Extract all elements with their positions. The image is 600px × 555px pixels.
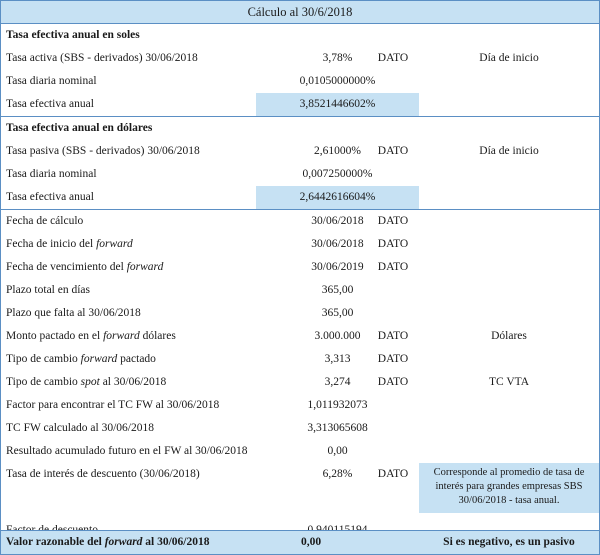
row-label: Tasa de interés de descuento (30/06/2018) [6, 468, 200, 480]
table-row [1, 325, 599, 348]
table-row [1, 348, 599, 371]
table-row [1, 417, 599, 440]
dato-tag: DATO [377, 330, 409, 342]
table-row [1, 163, 599, 186]
section-soles-title-row [1, 24, 599, 47]
dato-tag: DATO [377, 52, 409, 64]
dato-tag: DATO [377, 215, 409, 227]
row-note: Corresponde al promedio de tasa de interés para grandes empresas SBS 30/06/2018 - tasa anual. [433, 467, 585, 506]
row-value: 365,00 [321, 284, 354, 296]
row-label: Factor para encontrar el TC FW al 30/06/2018 [6, 399, 220, 411]
footer-note: Si es negativo, es un pasivo [443, 536, 575, 548]
table-row [1, 394, 599, 417]
table-row [1, 463, 599, 519]
table-row [1, 209, 599, 233]
row-value: 2,6442616604% [299, 191, 376, 203]
table-row [1, 140, 599, 163]
row-value: 365,00 [321, 307, 354, 319]
row-value: 3,313065608 [307, 422, 368, 434]
row-label: Tasa efectiva anual [6, 191, 94, 203]
row-note: TC VTA [488, 376, 530, 388]
row-value: 3,274 [324, 376, 351, 388]
table-row-highlighted [1, 93, 599, 116]
footer-value: 0,00 [300, 536, 322, 548]
table-row [1, 371, 599, 394]
note-box [419, 463, 599, 513]
row-value: 3.000.000 [314, 330, 361, 342]
row-label: Tasa diaria nominal [6, 75, 97, 87]
table-row [1, 70, 599, 93]
row-value: 3,78% [322, 52, 353, 64]
dato-tag: DATO [377, 376, 409, 388]
table-row [1, 256, 599, 279]
row-label: Tasa pasiva (SBS - derivados) 30/06/2018 [6, 145, 200, 157]
row-value: 2,61000% [314, 145, 361, 157]
footer-row [1, 530, 599, 554]
table-row [1, 440, 599, 463]
table-title: Cálculo al 30/6/2018 [247, 5, 353, 19]
row-value: 0,0105000000% [299, 75, 376, 87]
dato-tag: DATO [377, 468, 409, 480]
row-value: 0,007250000% [302, 168, 373, 180]
row-label: Tasa diaria nominal [6, 168, 97, 180]
dato-tag: DATO [377, 238, 409, 250]
table-header [1, 1, 599, 24]
row-note: Día de inicio [479, 52, 539, 64]
row-label: Fecha de vencimiento del forward [6, 261, 164, 273]
row-value: 30/06/2019 [311, 261, 364, 273]
footer-label: Valor razonable del forward al 30/06/2018 [6, 536, 210, 548]
row-note: Dólares [491, 330, 527, 342]
section-dolares-title: Tasa efectiva anual en dólares [6, 122, 153, 134]
section-soles-title: Tasa efectiva anual en soles [6, 29, 140, 41]
row-label: Tipo de cambio forward pactado [6, 353, 156, 365]
table-row [1, 279, 599, 302]
row-label: Tipo de cambio spot al 30/06/2018 [6, 376, 167, 388]
row-label: Fecha de inicio del forward [6, 238, 133, 250]
row-value: 3,313 [324, 353, 351, 365]
row-value: 1,011932073 [307, 399, 368, 411]
row-label: Plazo total en días [6, 284, 90, 296]
row-value: 30/06/2018 [311, 215, 364, 227]
dato-tag: DATO [377, 353, 409, 365]
row-label: Fecha de cálculo [6, 215, 84, 227]
dato-tag: DATO [377, 145, 409, 157]
row-label: Tasa activa (SBS - derivados) 30/06/2018 [6, 52, 198, 64]
row-label: Monto pactado en el forward dólares [6, 330, 176, 342]
row-value: 0,00 [327, 445, 348, 457]
row-value: 30/06/2018 [311, 238, 364, 250]
row-label: Tasa efectiva anual [6, 98, 94, 110]
row-label: Resultado acumulado futuro en el FW al 30/06/2018 [6, 445, 248, 457]
row-label: TC FW calculado al 30/06/2018 [6, 422, 154, 434]
dato-tag: DATO [377, 261, 409, 273]
section-dolares-title-row [1, 116, 599, 140]
row-value: 6,28% [322, 468, 353, 480]
table-row [1, 233, 599, 256]
table-row-highlighted [1, 186, 599, 209]
row-note: Día de inicio [479, 145, 539, 157]
row-value: 3,8521446602% [299, 98, 376, 110]
table-row [1, 47, 599, 70]
table-row [1, 302, 599, 325]
row-label: Plazo que falta al 30/06/2018 [6, 307, 141, 319]
